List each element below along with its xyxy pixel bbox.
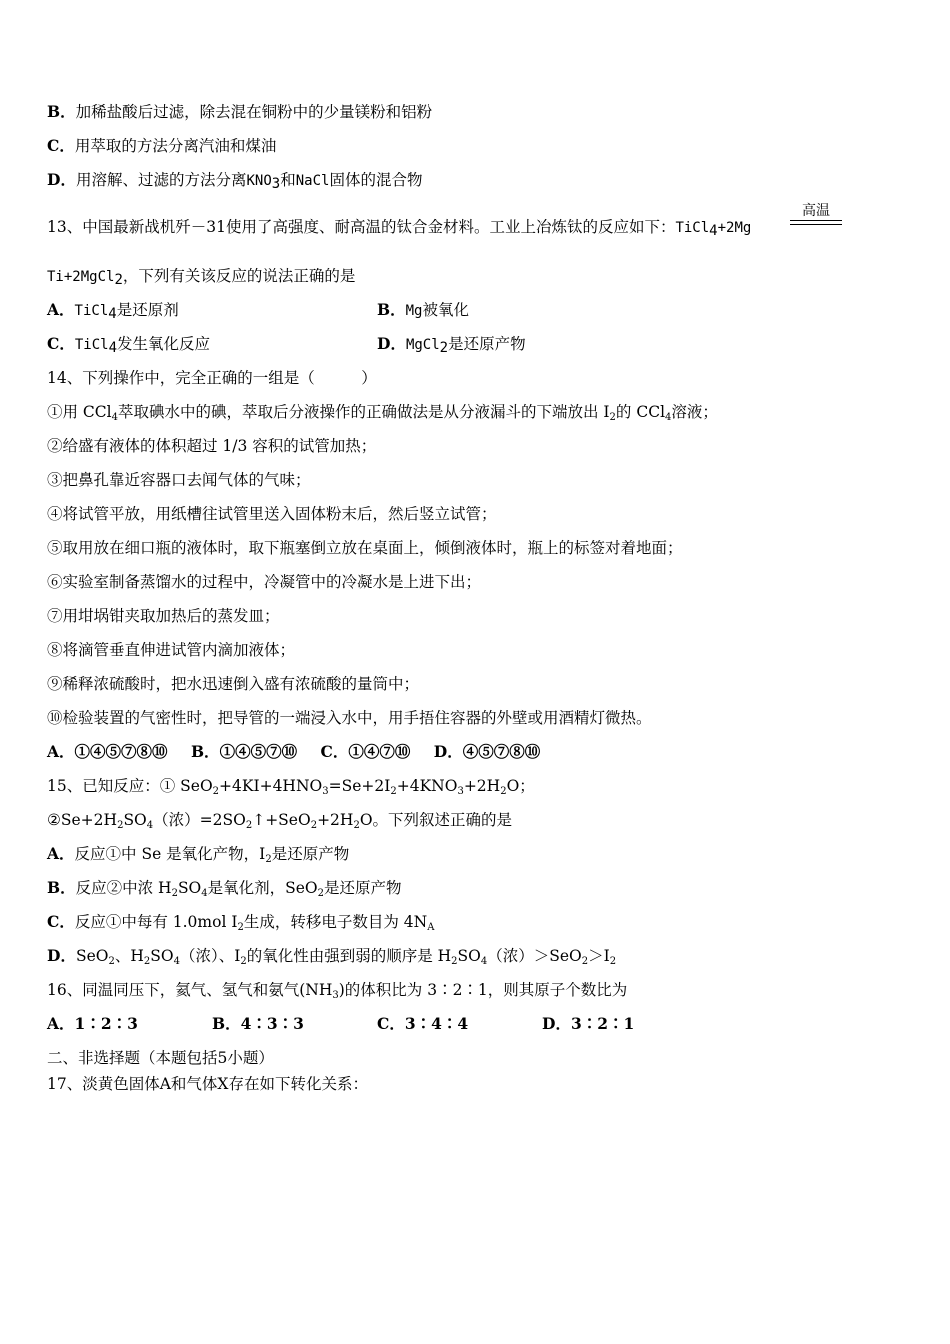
q16-option-a: A．1∶2∶3 (47, 1014, 138, 1033)
q14-item-4: ④将试管平放，用纸槽往试管里送入固体粉末后，然后竖立试管； (47, 505, 497, 523)
q14-item-2: ②给盛有液体的体积超过 1/3 容积的试管加热； (47, 437, 377, 455)
q14-item-6: ⑥实验室制备蒸馏水的过程中，冷凝管中的冷凝水是上进下出； (47, 573, 482, 591)
q13-option-a: A．TiCl$_4$是还原剂 (47, 300, 179, 322)
q14-options (47, 742, 540, 762)
q12-option-b: B．加稀盐酸后过滤，除去混在铜粉中的少量镁粉和铝粉 (47, 102, 433, 121)
q16-option-c: C．3∶4∶4 (377, 1014, 469, 1033)
q16-option-b: B．4∶3∶3 (212, 1014, 304, 1033)
equals-sign (790, 220, 842, 225)
q14-option-d: D．④⑤⑦⑧⑩ (433, 742, 541, 761)
q14-item-1: ①用 CCl$_4$萃取碘水中的碘，萃取后分液操作的正确做法是从分液漏斗的下端放出 $I_2$的 CCl$_4$溶液； (47, 403, 718, 423)
q13-options-ab (47, 300, 907, 321)
q15-option-c: C．反应①中每有 1.0mol $I_2$生成，转移电子数目为 $4N_A$ (47, 912, 435, 933)
q14-item-10: ⑩检验装置的气密性时，把导管的一端浸入水中，用手捂住容器的外壁或用酒精灯微热。 (47, 709, 652, 727)
q16-option-d: D．3∶2∶1 (542, 1014, 635, 1033)
q13-stem: 13、中国最新战机歼－31使用了高强度、耐高温的钛合金材料。工业上冶炼钛的反应如下：TiCl$_4$+2Mg (47, 218, 752, 239)
q15-option-a: A．反应①中 Se 是氧化产物，$I_2$是还原产物 (47, 844, 350, 865)
q14-item-7: ⑦用坩埚钳夹取加热后的蒸发皿； (47, 607, 280, 625)
section-heading: 二、非选择题（本题包括5小题） (47, 1049, 274, 1067)
q13-option-b: B．Mg被氧化 (377, 300, 469, 319)
q13-option-d: D．MgCl$_2$是还原产物 (377, 334, 526, 356)
q13-option-c: C．TiCl$_4$发生氧化反应 (47, 334, 211, 356)
q17-stem: 17、淡黄色固体A和气体X存在如下转化关系： (47, 1075, 368, 1093)
q14-option-c: C．①④⑦⑩ (320, 742, 411, 761)
q14-option-b: B．①④⑤⑦⑩ (190, 742, 298, 761)
q14-stem: 14、下列操作中，完全正确的一组是（ ） (47, 369, 377, 387)
q13-stem-continued: Ti+2MgCl$_2$，下列有关该反应的说法正确的是 (47, 267, 356, 288)
q12-option-c: C．用萃取的方法分离汽油和煤油 (47, 136, 277, 155)
q15-option-d: D．SeO$_2$、$H_2SO_4$（浓）、$I_2$的氧化性由强到弱的顺序是 $H_2SO_4$（浓）$>SeO_2>I_2$ (47, 946, 617, 967)
q14-option-a: A．①④⑤⑦⑧⑩ (47, 742, 168, 761)
reaction-condition-arrow: 高温 (790, 203, 842, 225)
q12-option-d: D．用溶解、过滤的方法分离$KNO_3$和NaCl固体的混合物 (47, 170, 423, 192)
q14-item-8: ⑧将滴管垂直伸进试管内滴加液体； (47, 641, 296, 659)
q13-options-cd (47, 334, 907, 355)
q16-stem: 16、同温同压下，氦气、氢气和氨气$(NH_3)$的体积比为 3∶2∶1，则其原子个数比为 (47, 981, 628, 1001)
q14-item-9: ⑨稀释浓硫酸时，把水迅速倒入盛有浓硫酸的量筒中； (47, 675, 420, 693)
q15-reaction-2: $②Se+2H_2SO_4$（浓）$=2SO_2↑+SeO_2+2H_2O$。下列叙述正确的是 (47, 811, 513, 831)
q14-item-3: ③把鼻孔靠近容器口去闻气体的气味； (47, 471, 311, 489)
q15-option-b: B．反应②中浓 $H_2SO_4$是氧化剂，SeO$_2$是还原产物 (47, 878, 402, 899)
q15-stem: 15、已知反应：① $SeO_2+4KI+4HNO_3=Se+2I_2+4KNO_3+2H_2O$； (47, 777, 535, 797)
q14-item-5: ⑤取用放在细口瓶的液体时，取下瓶塞倒立放在桌面上，倾倒液体时，瓶上的标签对着地面； (47, 539, 683, 557)
